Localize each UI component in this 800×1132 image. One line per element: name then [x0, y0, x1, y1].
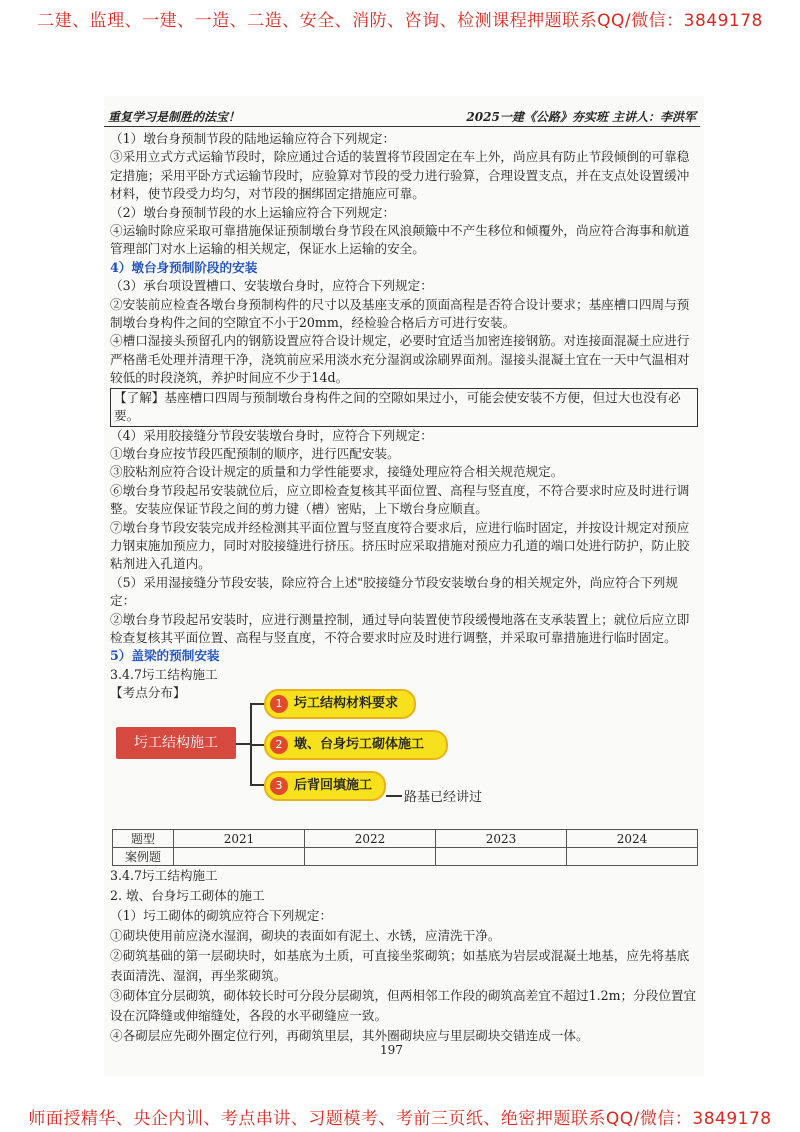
line: 较低的时段浇筑，养护时间应不少于14d。 — [110, 370, 349, 386]
line: ②安装前应检查各墩台身预制构件的尺寸以及基座支承的顶面高程是否符合设计要求；基座槽口四周与预 — [110, 296, 690, 312]
body-text — [110, 130, 698, 703]
topic-label: 墩、台身圬工砌体施工 — [294, 737, 425, 752]
line: ②墩台身节段起吊安装时，应进行测量控制，通过导向装置使节段缓慢地落在支承装置上；就位后应立即 — [110, 611, 690, 627]
line: 整。安装应保证节段之间的剪力键（槽）密贴，上下墩台身应顺直。 — [110, 501, 488, 517]
mind-map — [114, 683, 534, 833]
line: （5）采用湿接缝分节段安装，除应符合上述"胶接缝分节段安装墩台身的相关规定外，尚应符合下列规定： — [110, 574, 678, 609]
line: （4）采用胶接缝分节段安装墩台身时，应符合下列规定： — [110, 427, 433, 443]
line: （1）圬工砌体的砌筑应符合下列规定： — [110, 908, 333, 923]
line: ④运输时除应采取可靠措施保证预制墩台身节段在风浪颠簸中不产生移位和倾覆外，尚应符合海事和航道 — [110, 223, 690, 239]
line: ①砌块使用前应浇水湿润，砌块的表面如有泥土、水锈，应清洗干净。 — [110, 928, 501, 943]
table-row — [113, 848, 698, 866]
page-header — [104, 108, 700, 127]
table-cell: 2021 — [174, 830, 305, 848]
line: ①墩台身应按节段匹配预制的顺序，进行匹配安装。 — [110, 445, 400, 461]
line: 表面清洗、湿润，再坐浆砌筑。 — [110, 968, 287, 983]
connector — [386, 795, 402, 797]
number-badge: 1 — [270, 695, 288, 713]
line: 2. 墩、台身圬工砌体的施工 — [110, 888, 265, 903]
connector — [236, 743, 250, 745]
line: ③胶粘剂应符合设计规定的质量和力学性能要求，接缝处理应符合相关规范规定。 — [110, 464, 564, 480]
number-badge: 2 — [270, 736, 288, 754]
line: ⑥墩台身节段起吊安装就位后，应立即检查复核其平面位置、高程与竖直度，不符合要求时应及时进行调 — [110, 482, 690, 498]
line: ⑦墩台身节段安装完成并经检测其平面位置与竖直度符合要求后，应进行临时固定，并按设计规定对预应 — [110, 519, 690, 535]
mind-map-root: 圬工结构施工 — [116, 727, 236, 759]
section-heading: 5）盖梁的预制安装 — [110, 648, 220, 664]
line: 检查复核其平面位置、高程与竖直度，不符合要求时应及时进行调整，并采取可靠措施进行临时固定。 — [110, 629, 677, 645]
topic-pill — [264, 771, 386, 801]
topic-pill — [264, 730, 448, 760]
table-row — [113, 830, 698, 848]
line: （3）承台项设置槽口、安装墩台身时，应符合下列规定： — [110, 278, 433, 294]
line: （2）墩台身预制节段的水上运输应符合下列规定： — [110, 204, 396, 220]
topic-label: 后背回填施工 — [294, 778, 373, 793]
line: 设在沉降缝或伸缩缝处，各段的水平砌缝应一致。 — [110, 1008, 388, 1023]
note-box: 【了解】基座槽口四周与预制墩台身构件之间的空隙如果过小，可能会使安装不方便，但过大也没有必要。 — [110, 388, 698, 427]
line: 材料，使节段受力均匀，对节段的捆绑固定措施应可靠。 — [110, 186, 425, 202]
connector — [250, 784, 264, 786]
topic-label: 圬工结构材料要求 — [294, 696, 399, 711]
connector — [250, 703, 264, 705]
topic-pill — [264, 689, 416, 719]
line: 严格凿毛处理并清理干净，浇筑前应采用淡水充分湿润或涂刷界面剂。湿接头混凝土宜在一天中气温相对 — [110, 351, 690, 367]
number-badge: 3 — [270, 777, 288, 795]
line: 粘剂进入孔道内。 — [110, 556, 211, 572]
section-heading: 4）墩台身预制阶段的安装 — [110, 259, 258, 275]
line: ②砌筑基础的第一层砌块时，如基底为土质，可直接坐浆砌筑；如基底为岩层或混凝土地基，应先将基底 — [110, 948, 690, 963]
table-cell: 案例题 — [113, 848, 174, 866]
top-banner: 二建、监理、一建、一造、二造、安全、消防、咨询、检测课程押题联系QQ/微信：3849178 — [37, 11, 763, 31]
header-right: 2025一建《公路》夯实班 主讲人：李洪军 — [466, 110, 696, 124]
page-number: 197 — [380, 1043, 403, 1057]
line: （1）墩台身预制节段的陆地运输应符合下列规定： — [110, 131, 396, 146]
line: 管理部门对水上运输的相关规定，保证水上运输的安全。 — [110, 241, 425, 257]
table-cell — [567, 848, 698, 866]
table-cell — [174, 848, 305, 866]
line: ④槽口湿接头预留孔内的钢筋设置应符合设计规定，必要时宜适当加密连接钢筋。对连接面混凝土应进行 — [110, 333, 690, 349]
bottom-banner: 师面授精华、央企内训、考点串讲、习题模考、考前三页纸、绝密押题联系QQ/微信：3849178 — [28, 1109, 772, 1129]
section-title: 【考点分布】 — [110, 685, 186, 701]
table-cell: 2023 — [436, 830, 567, 848]
table-cell — [436, 848, 567, 866]
section-title: 3.4.7圬工结构施工 — [110, 868, 218, 883]
table-cell: 2024 — [567, 830, 698, 848]
side-note: 路基已经讲过 — [404, 790, 483, 805]
header-left: 重复学习是制胜的法宝！ — [108, 110, 241, 124]
exam-year-table — [112, 829, 698, 866]
connector — [250, 744, 264, 746]
table-cell — [305, 848, 436, 866]
line: ④各砌层应先砌外圈定位行列，再砌筑里层，其外圈砌块应与里层砌块交错连成一体。 — [110, 1028, 589, 1043]
line: ③砌体宜分层砌筑，砌体较长时可分段分层砌筑，但两相邻工作段的砌筑高差宜不超过1.2m；分段位置宜 — [110, 988, 697, 1003]
table-cell: 2022 — [305, 830, 436, 848]
table-cell: 题型 — [113, 830, 174, 848]
line: 定措施；采用平卧方式运输节段时，应验算对节段的受力进行验算，合理设置支点，并在支点处设置缓冲 — [110, 167, 690, 183]
body-text-2 — [110, 866, 698, 1046]
line: 力钢束施加预应力，同时对胶接缝进行挤压。挤压时应采取措施对预应力孔道的端口处进行防护，防止胶 — [110, 537, 690, 553]
line: 制墩台身构件之间的空隙宜不小于20mm，经检验合格后方可进行安装。 — [110, 315, 516, 331]
section-title: 3.4.7圬工结构施工 — [110, 666, 218, 682]
line: ③采用立式方式运输节段时，除应通过合适的装置将节段固定在车上外，尚应具有防止节段倾倒的可靠稳 — [110, 149, 690, 165]
